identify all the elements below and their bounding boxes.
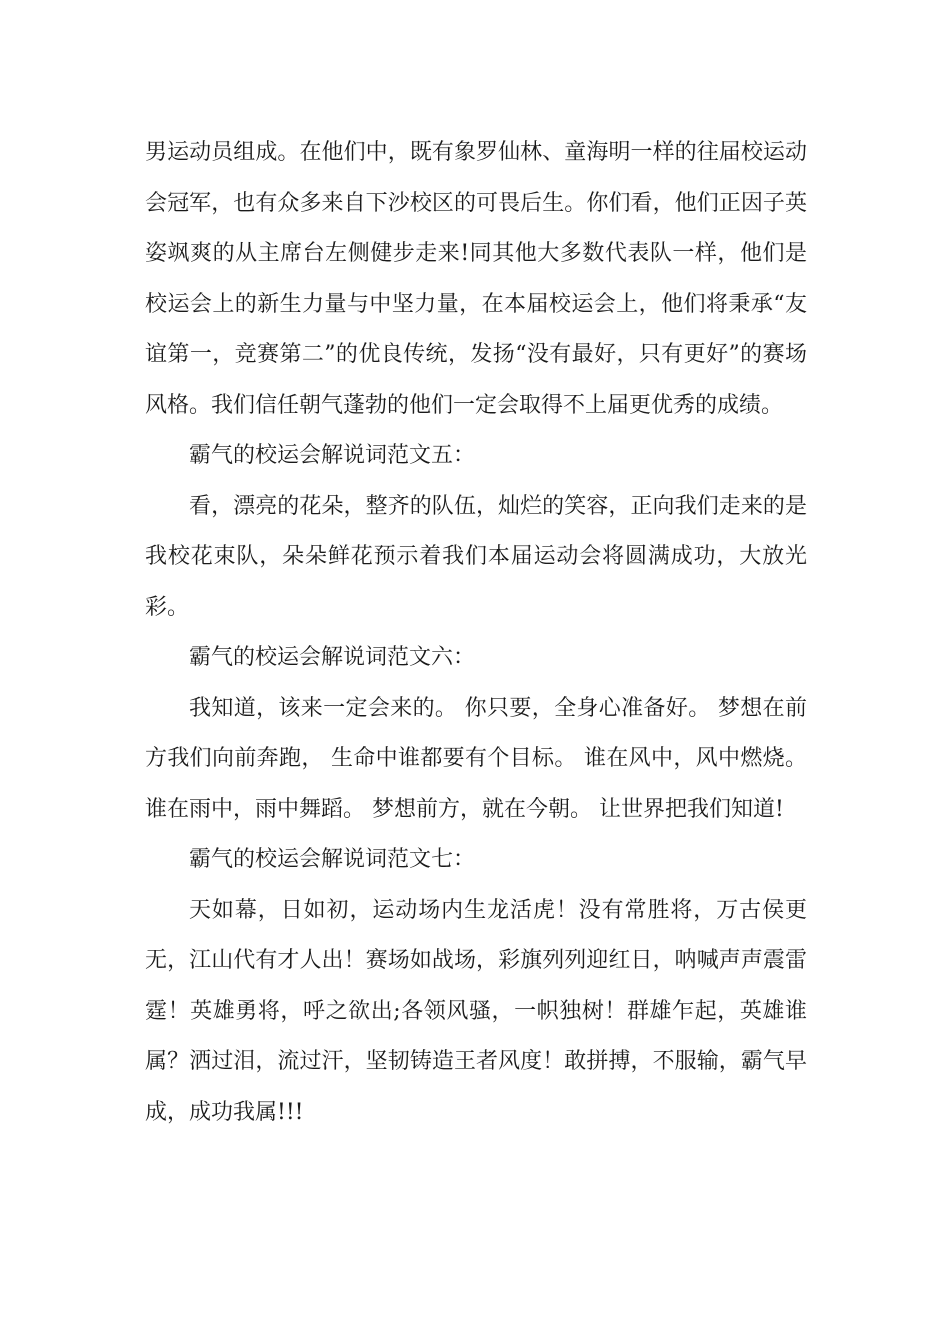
paragraph-heroes: 天如幕，日如初，运动场内生龙活虎！没有常胜将，万古侯更无，江山代有才人出！赛场如战场，彩旗列列迎红日，呐喊声声震雷霆！英雄勇将，呼之欲出;各领风骚，一帜独树！群雄乍起，英雄谁属？洒过泪，流过汗，坚韧铸造王者风度！敢拼搏，不服输，霸气早成，成功我属!!! — [145, 897, 807, 1125]
paragraph-flower-team: 看，漂亮的花朵，整齐的队伍，灿烂的笑容，正向我们走来的是我校花束队，朵朵鲜花预示着我们本届运动会将圆满成功，大放光彩。 — [145, 493, 807, 620]
paragraph-dream: 我知道，该来一定会来的。 你只要，全身心准备好。 梦想在前方我们向前奔跑， 生命中谁都要有个目标。 谁在风中，风中燃烧。 谁在雨中，雨中舞蹈。 梦想前方，就在今朝。 让世界把我们知道! — [145, 695, 807, 822]
document-body — [145, 128, 807, 1138]
heading-sample-seven: 霸气的校运会解说词范文七： — [189, 847, 476, 872]
heading-sample-five: 霸气的校运会解说词范文五： — [189, 443, 476, 468]
heading-sample-six: 霸气的校运会解说词范文六： — [189, 645, 476, 670]
paragraph-athletes: 男运动员组成。在他们中，既有象罗仙林、童海明一样的往届校运动会冠军，也有众多来自下沙校区的可畏后生。你们看，他们正因子英姿飒爽的从主席台左侧健步走来!同其他大多数代表队一样，他们是校运会上的新生力量与中坚力量，在本届校运会上，他们将秉承“友谊第一，竞赛第二”的优良传统，发扬“没有最好，只有更好”的赛场风格。我们信任朝气蓬勃的他们一定会取得不上届更优秀的成绩。 — [145, 140, 807, 418]
